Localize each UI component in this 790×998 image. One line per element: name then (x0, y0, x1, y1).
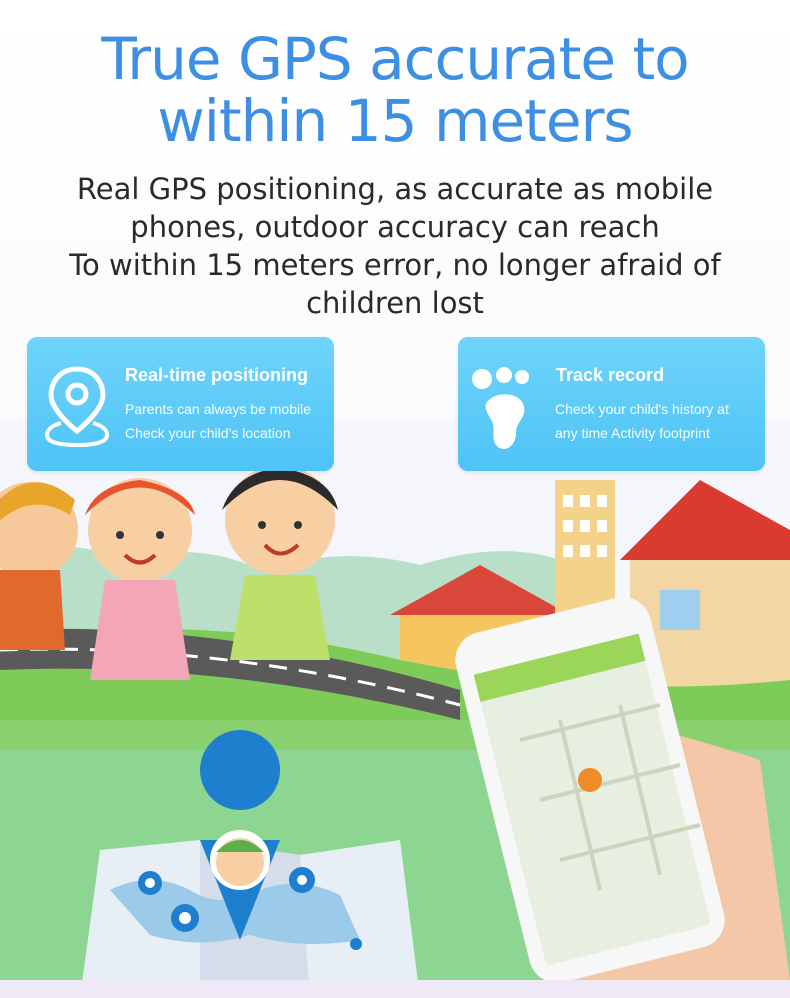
footprint-icon (470, 363, 554, 455)
page-subtext (20, 170, 770, 322)
subtext-line-2: phones, outdoor accuracy can reach (130, 210, 660, 244)
feature-desc-line-2: any time Activity footprint (555, 425, 710, 441)
feature-title: Real-time positioning (125, 365, 309, 385)
location-pin-icon (41, 363, 113, 449)
subtext-line-4: children lost (306, 286, 484, 320)
page-headline (0, 25, 790, 155)
feature-desc-line-1: Check your child's history at (555, 401, 729, 417)
headline-line-1: True GPS accurate to (101, 25, 689, 93)
feature-card-realtime-positioning (27, 337, 334, 471)
cartoon-scene-illustration (0, 420, 790, 998)
feature-card-track-record (458, 337, 765, 471)
feature-desc-line-1: Parents can always be mobile (125, 401, 311, 417)
headline-line-2: within 15 meters (157, 87, 633, 155)
subtext-line-1: Real GPS positioning, as accurate as mobile (76, 172, 714, 206)
subtext-line-3: To within 15 meters error, no longer afraid of (69, 248, 721, 282)
feature-title: Track record (556, 365, 665, 385)
feature-desc-line-2: Check your child’s location (125, 425, 291, 441)
